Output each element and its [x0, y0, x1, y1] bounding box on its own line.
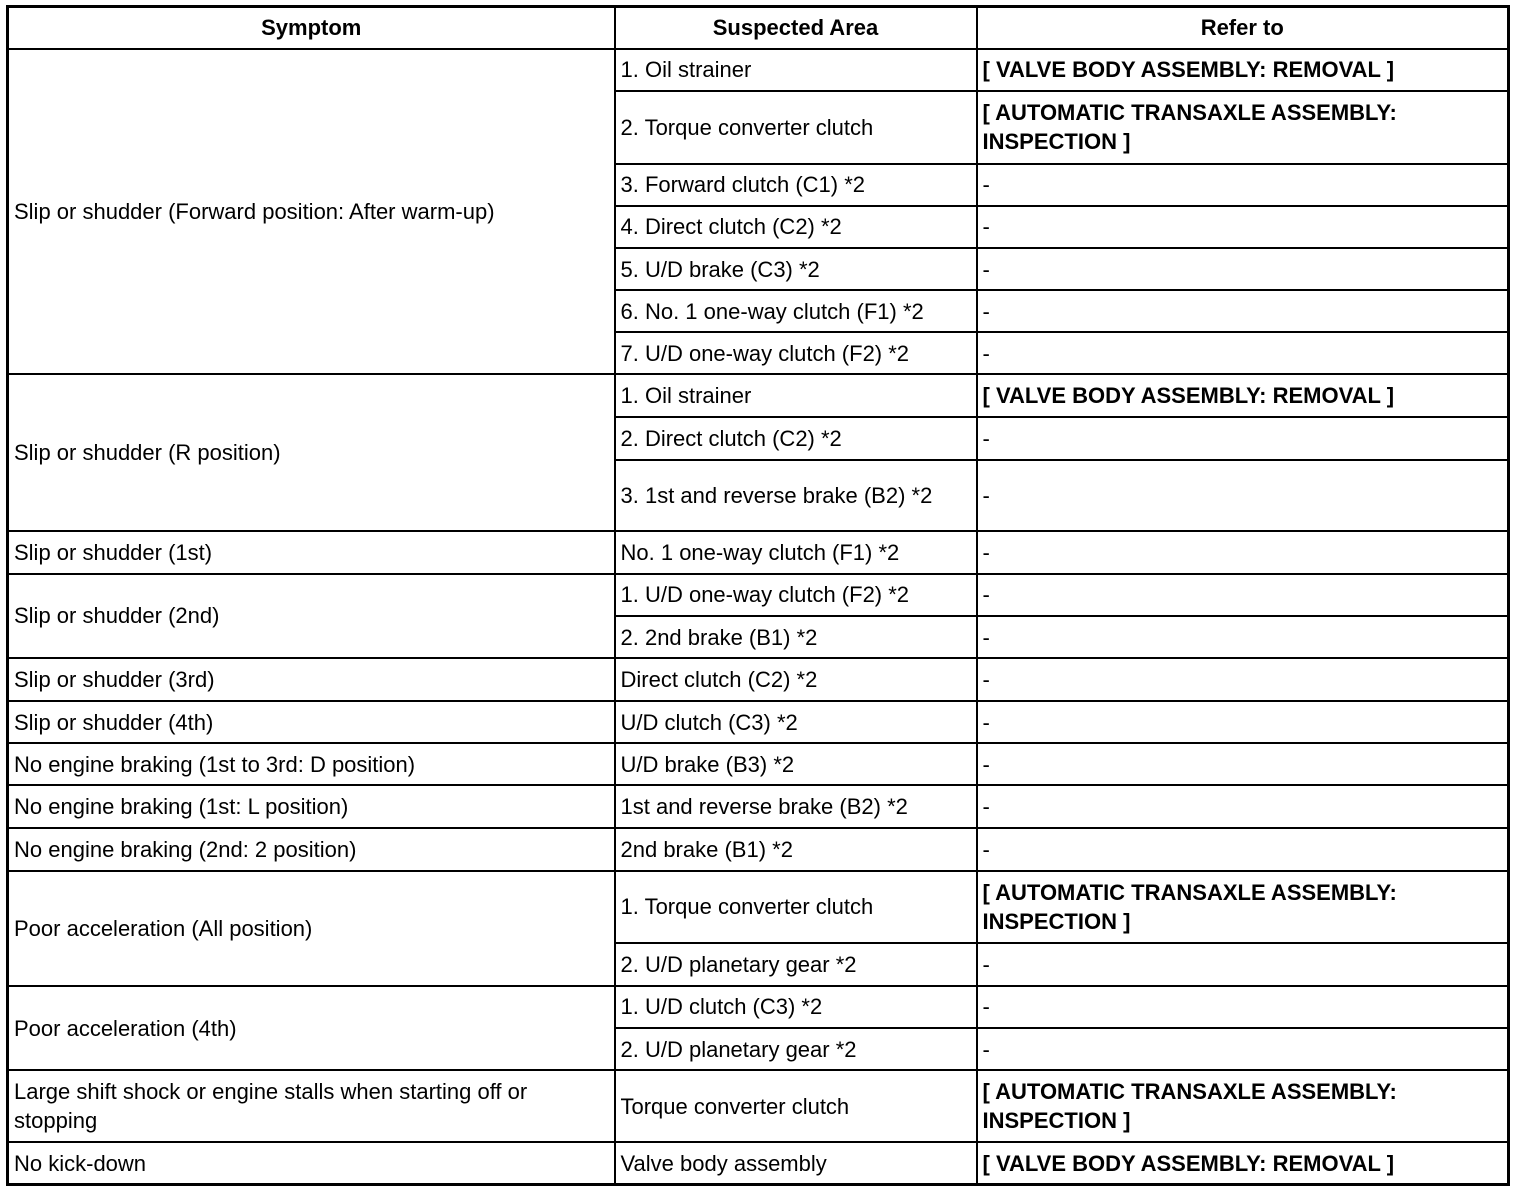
refer-to-cell: -: [977, 1028, 1509, 1070]
suspected-area-cell: 1. U/D one-way clutch (F2) *2: [615, 574, 977, 616]
symptom-table: [6, 5, 1510, 1186]
refer-to-cell: -: [977, 332, 1509, 374]
table-row: [8, 374, 1509, 417]
refer-to-cell: -: [977, 828, 1509, 871]
suspected-area-cell: 2. U/D planetary gear *2: [615, 943, 977, 986]
symptom-cell: No engine braking (1st to 3rd: D position): [8, 743, 615, 785]
symptom-cell: Slip or shudder (Forward position: After warm-up): [8, 49, 615, 375]
symptom-cell: No engine braking (2nd: 2 position): [8, 828, 615, 871]
suspected-area-cell: 7. U/D one-way clutch (F2) *2: [615, 332, 977, 374]
refer-to-link[interactable]: [ AUTOMATIC TRANSAXLE ASSEMBLY: INSPECTION ]: [977, 91, 1509, 164]
header-row: [8, 7, 1509, 49]
table-row: [8, 658, 1509, 701]
refer-to-link[interactable]: [ VALVE BODY ASSEMBLY: REMOVAL ]: [977, 1142, 1509, 1184]
suspected-area-cell: 4. Direct clutch (C2) *2: [615, 206, 977, 248]
table-row: [8, 743, 1509, 785]
suspected-area-cell: U/D brake (B3) *2: [615, 743, 977, 785]
suspected-area-cell: 1st and reverse brake (B2) *2: [615, 785, 977, 827]
suspected-area-cell: 1. U/D clutch (C3) *2: [615, 986, 977, 1028]
refer-to-cell: -: [977, 943, 1509, 986]
header-suspected-area: Suspected Area: [615, 7, 977, 49]
suspected-area-cell: 3. Forward clutch (C1) *2: [615, 164, 977, 206]
refer-to-cell: -: [977, 164, 1509, 206]
suspected-area-cell: Direct clutch (C2) *2: [615, 658, 977, 701]
suspected-area-cell: Torque converter clutch: [615, 1070, 977, 1142]
table-row: [8, 49, 1509, 91]
refer-to-cell: -: [977, 986, 1509, 1028]
refer-to-link[interactable]: [ VALVE BODY ASSEMBLY: REMOVAL ]: [977, 374, 1509, 417]
symptom-cell: Poor acceleration (All position): [8, 871, 615, 986]
header-symptom: Symptom: [8, 7, 615, 49]
table-row: [8, 828, 1509, 871]
refer-to-cell: -: [977, 290, 1509, 332]
refer-to-cell: -: [977, 701, 1509, 743]
table-row: [8, 1142, 1509, 1184]
suspected-area-cell: 2. Direct clutch (C2) *2: [615, 417, 977, 459]
table-row: [8, 574, 1509, 616]
refer-to-cell: -: [977, 743, 1509, 785]
table-row: [8, 785, 1509, 827]
suspected-area-cell: 5. U/D brake (C3) *2: [615, 248, 977, 290]
table-row: [8, 871, 1509, 943]
suspected-area-cell: 6. No. 1 one-way clutch (F1) *2: [615, 290, 977, 332]
suspected-area-cell: 1. Oil strainer: [615, 49, 977, 91]
symptom-cell: Slip or shudder (1st): [8, 531, 615, 574]
suspected-area-cell: 2nd brake (B1) *2: [615, 828, 977, 871]
refer-to-cell: -: [977, 574, 1509, 616]
symptom-cell: Large shift shock or engine stalls when starting off or stopping: [8, 1070, 615, 1142]
symptom-cell: Poor acceleration (4th): [8, 986, 615, 1070]
refer-to-cell: -: [977, 658, 1509, 701]
symptom-cell: Slip or shudder (R position): [8, 374, 615, 530]
refer-to-link[interactable]: [ AUTOMATIC TRANSAXLE ASSEMBLY: INSPECTION ]: [977, 1070, 1509, 1142]
refer-to-cell: -: [977, 531, 1509, 574]
refer-to-link[interactable]: [ AUTOMATIC TRANSAXLE ASSEMBLY: INSPECTION ]: [977, 871, 1509, 943]
refer-to-cell: -: [977, 206, 1509, 248]
refer-to-cell: -: [977, 460, 1509, 531]
suspected-area-cell: 2. U/D planetary gear *2: [615, 1028, 977, 1070]
refer-to-cell: -: [977, 417, 1509, 459]
symptom-cell: Slip or shudder (2nd): [8, 574, 615, 658]
symptom-cell: No kick-down: [8, 1142, 615, 1184]
refer-to-link[interactable]: [ VALVE BODY ASSEMBLY: REMOVAL ]: [977, 49, 1509, 91]
suspected-area-cell: No. 1 one-way clutch (F1) *2: [615, 531, 977, 574]
suspected-area-cell: 2. Torque converter clutch: [615, 91, 977, 164]
header-refer-to: Refer to: [977, 7, 1509, 49]
suspected-area-cell: U/D clutch (C3) *2: [615, 701, 977, 743]
symptom-cell: Slip or shudder (4th): [8, 701, 615, 743]
table-row: [8, 531, 1509, 574]
suspected-area-cell: 1. Torque converter clutch: [615, 871, 977, 943]
suspected-area-cell: Valve body assembly: [615, 1142, 977, 1184]
symptom-cell: No engine braking (1st: L position): [8, 785, 615, 827]
refer-to-cell: -: [977, 616, 1509, 658]
refer-to-cell: -: [977, 785, 1509, 827]
suspected-area-cell: 2. 2nd brake (B1) *2: [615, 616, 977, 658]
symptom-cell: Slip or shudder (3rd): [8, 658, 615, 701]
table-row: [8, 1070, 1509, 1142]
suspected-area-cell: 1. Oil strainer: [615, 374, 977, 417]
suspected-area-cell: 3. 1st and reverse brake (B2) *2: [615, 460, 977, 531]
refer-to-cell: -: [977, 248, 1509, 290]
table-row: [8, 701, 1509, 743]
table-row: [8, 986, 1509, 1028]
